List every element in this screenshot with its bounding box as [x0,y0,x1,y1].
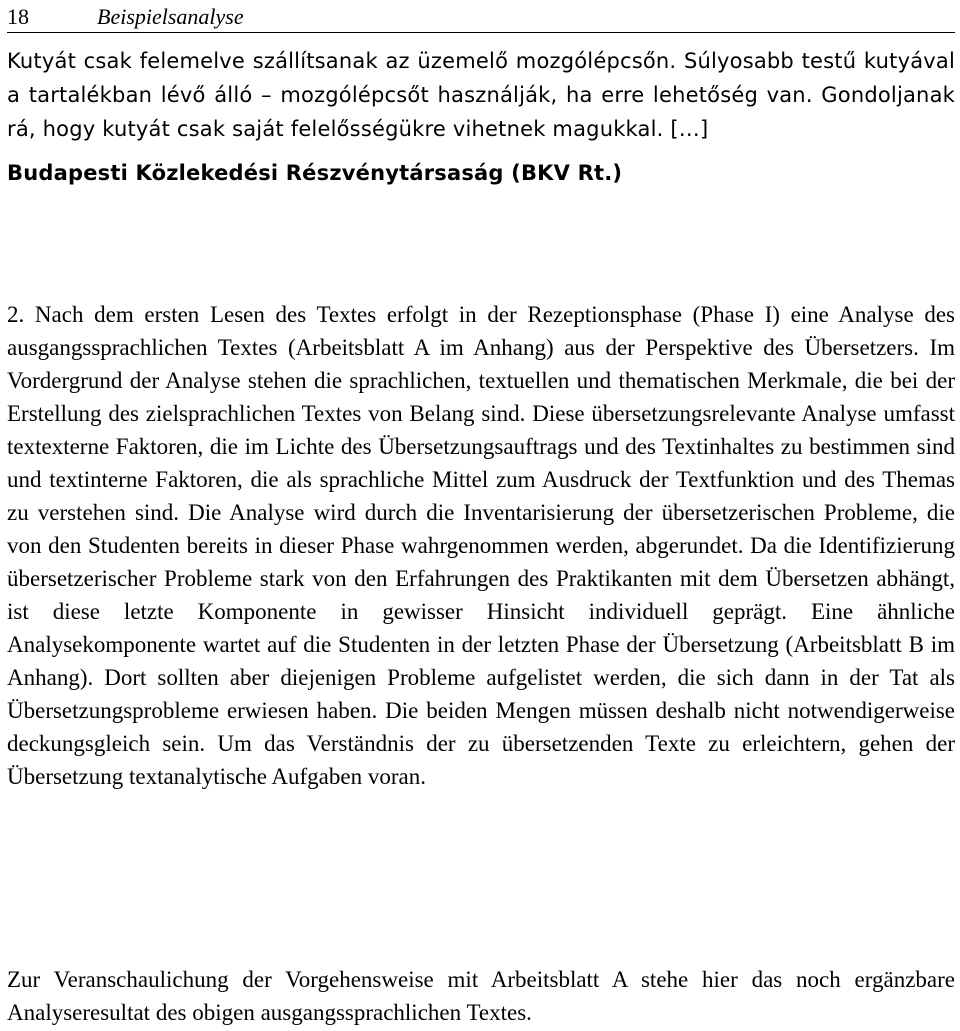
quote-text: Kutyát csak felemelve szállítsanak az üzemelő mozgólépcsőn. Súlyosabb testű kutyával a tartalékban lévő álló – mozgólépcsőt használják, ha erre lehetőség van. Gondoljanak rá, hogy kutyát csak saját felelősségükre vihetnek magukkal. […] [7,49,955,141]
quote-source: Budapesti Közlekedési Részvénytársaság (BKV Rt.) [7,161,623,185]
quoted-notice [7,44,955,190]
paragraph-closing: Zur Veranschaulichung der Vorgehensweise mit Arbeitsblatt A stehe hier das noch ergänzbare Analyseresultat des obigen ausgangssprachlichen Textes. [7,967,955,1025]
paragraph-main: 2. Nach dem ersten Lesen des Textes erfolgt in der Rezeptionsphase (Phase I) eine Analyse des ausgangssprachlichen Textes (Arbeitsblatt A im Anhang) aus der Perspektive des Übersetzers. Im Vordergrund der Analyse stehen die sprachlichen, textuellen und thematischen Merkmale, die bei der Erstellung des zielsprachlichen Textes von Belang sind. Diese übersetzungsrelevante Analyse umfasst textexterne Faktoren, die im Lichte des Übersetzungsauftrags und des Textinhaltes zu bestimmen sind und textinterne Faktoren, die als sprachliche Mittel zum Ausdruck der Textfunktion und des Themas zu verstehen sind. Die Analyse wird durch die Inventarisierung der übersetzerischen Probleme, die von den Studenten bereits in dieser Phase wahrgenommen werden, abgerundet. Da die Identifizierung übersetzerischer Probleme stark von den Erfahrungen des Praktikanten mit dem Übersetzen abhängt, ist diese letzte Komponente in gewisser Hinsicht individuell geprägt. Eine ähnliche Analysekomponente wartet auf die Studenten in der letzten Phase der Übersetzung (Arbeitsblatt B im Anhang). Dort sollten aber diejenigen Probleme aufgelistet werden, die sich dann in der Tat als Übersetzungsprobleme erwiesen haben. Die beiden Mengen müssen deshalb nicht notwendigerweise deckungsgleich sein. Um das Verständnis der zu übersetzenden Texte zu erleichtern, gehen der Übersetzung textanalytische Aufgaben voran. [7,302,955,789]
running-header [7,4,955,33]
page-number: 18 [7,4,29,29]
closing-paragraph [7,963,955,1029]
body-paragraph [7,298,955,793]
section-title: Beispielsanalyse [97,4,244,29]
